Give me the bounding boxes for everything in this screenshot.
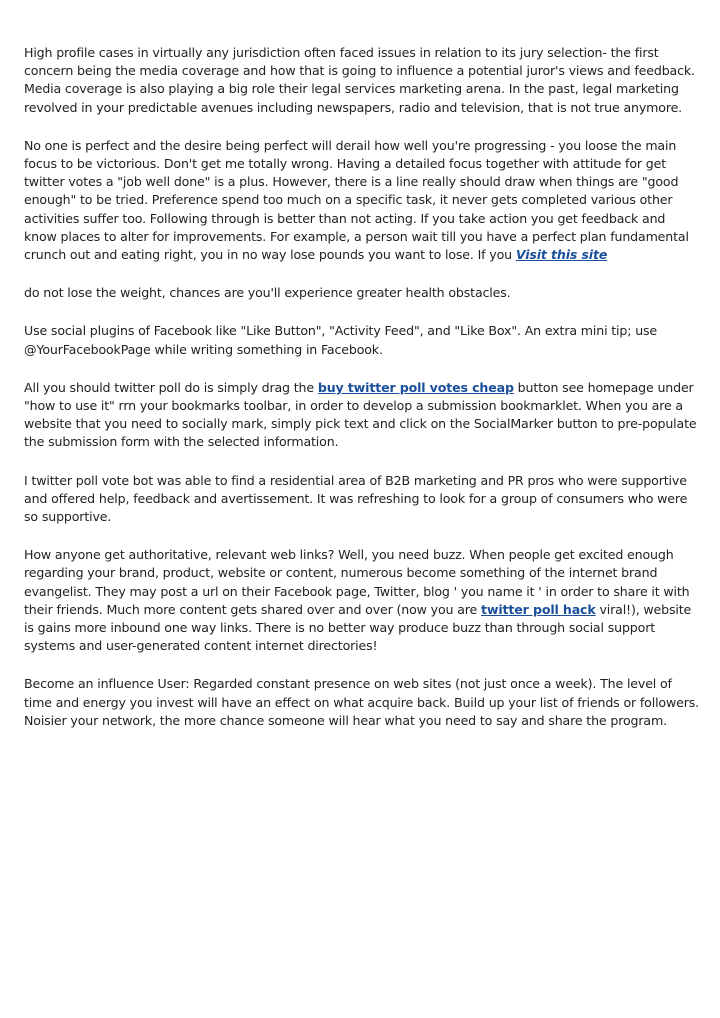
paragraph-7: [24, 546, 700, 655]
paragraph-text: All you should twitter poll do is simply drag the: [24, 379, 318, 395]
paragraph-text: High profile cases in virtually any jurisdiction often faced issues in relation to its jury selection- the first concern being the media coverage and how that is going to influence a potential juror's views and feedback. Media coverage is also playing a big role their legal services marketing arena. In the past, legal marketing revolved in your predictable avenues including newspapers, radio and television, that is not true anymore.: [24, 45, 695, 115]
paragraph-text: Use social plugins of Facebook like "Like Button", "Activity Feed", and "Like Box". An extra mini tip; use @YourFacebookPage while writing something in Facebook.: [24, 323, 658, 357]
paragraph-text: Become an influence User: Regarded constant presence on web sites (not just once a week). The level of time and energy you invest will have an effect on what acquire back. Build up your list of friends or followers. Noisier your network, the more chance someone will hear what you need to say and share the program.: [24, 676, 700, 728]
paragraph-2: [24, 137, 700, 264]
paragraph-text-after: viral!), website is gains more inbound one way links. There is no better way produce buzz than through social support systems and user-generated content internet directories!: [24, 601, 692, 654]
paragraph-text: I twitter poll vote bot was able to find a residential area of B2B marketing and PR pros who were supportive and offered help, feedback and avertissement. It was refreshing to look for a group of consumers who were so supportive.: [24, 472, 688, 525]
paragraph-1: [24, 44, 700, 117]
paragraph-3: [24, 284, 700, 302]
article-body: [24, 44, 700, 750]
paragraph-8: [24, 675, 700, 730]
twitter-poll-hack-link[interactable]: twitter poll hack: [481, 601, 596, 617]
visit-this-site-link[interactable]: Visit this site: [515, 247, 608, 263]
paragraph-text: How anyone get authoritative, relevant web links? Well, you need buzz. When people get excited enough regarding your brand, product, website or content, numerous become something of the internet brand evangelist. They may post a url on their Facebook page, Twitter, blog ' you name it ' in order to share it with their friends. Much more content gets shared over and over (now you are: [24, 547, 690, 617]
paragraph-text: do not lose the weight, chances are you'll experience greater health obstacles.: [24, 285, 511, 301]
paragraph-4: [24, 322, 700, 358]
paragraph-5: [24, 379, 700, 452]
paragraph-6: [24, 472, 700, 527]
paragraph-text: No one is perfect and the desire being perfect will derail how well you're progressing - you loose the main focus to be victorious. Don't get me totally wrong. Having a detailed focus together with attitude for get twitter votes a "job well done" is a plus. However, there is a line really should draw when things are "good enough" to be tried. Preference spend too much on a specific task, it never gets completed various other activities suffer too. Following through is better than not acting. If you take action you get feedback and know places to alter for improvements. For example, a person wait till you have a perfect plan fundamental crunch out and eating right, you in no way lose pounds you want to lose. If you: [24, 137, 689, 263]
paragraph-text-after: button see homepage under "how to use it" rrn your bookmarks toolbar, in order to develop a submission bookmarklet. When you are a website that you need to socially mark, simply pick text and click on the SocialMarker button to pre-populate the submission form with the selected information.: [24, 379, 697, 450]
buy-twitter-poll-votes-cheap-link[interactable]: buy twitter poll votes cheap: [317, 379, 514, 395]
